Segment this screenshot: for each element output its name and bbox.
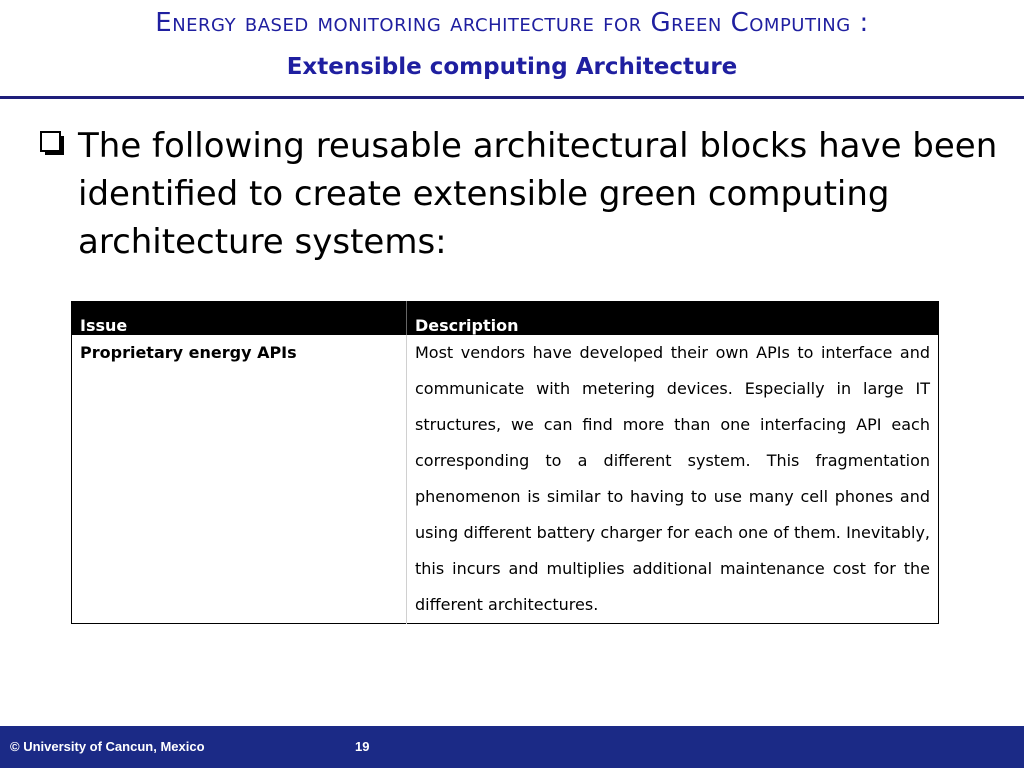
- footer-copyright: © University of Cancun, Mexico: [10, 739, 205, 754]
- table-header-row: [72, 302, 939, 335]
- issue-table: [71, 301, 939, 624]
- bullet-text: The following reusable architectural blocks have been identified to create extensible green computing architecture systems:: [78, 126, 998, 262]
- column-header-description: Description: [407, 302, 939, 335]
- footer-bar: [0, 726, 1024, 768]
- page-number: 19: [355, 739, 370, 754]
- slide-title: Energy based monitoring architecture for Green Computing :: [155, 8, 869, 38]
- title-divider: [0, 96, 1024, 99]
- slide-subtitle: Extensible computing Architecture: [286, 54, 738, 80]
- issue-cell: Proprietary energy APIs: [72, 335, 407, 624]
- slide-title-area: [0, 0, 1024, 96]
- table-row: [72, 335, 939, 624]
- description-cell: Most vendors have developed their own APIs to interface and communicate with metering devices. Especially in large IT structures, we can find more than one interfacing API each corresponding to a different system. This fragmentation phenomenon is similar to having to use many cell phones and using different battery charger for each one of them. Inevitably, this incurs and multiplies additional maintenance cost for the different architectures.: [415, 342, 930, 614]
- column-header-issue: Issue: [72, 302, 407, 335]
- checkbox-square-icon: [40, 131, 66, 157]
